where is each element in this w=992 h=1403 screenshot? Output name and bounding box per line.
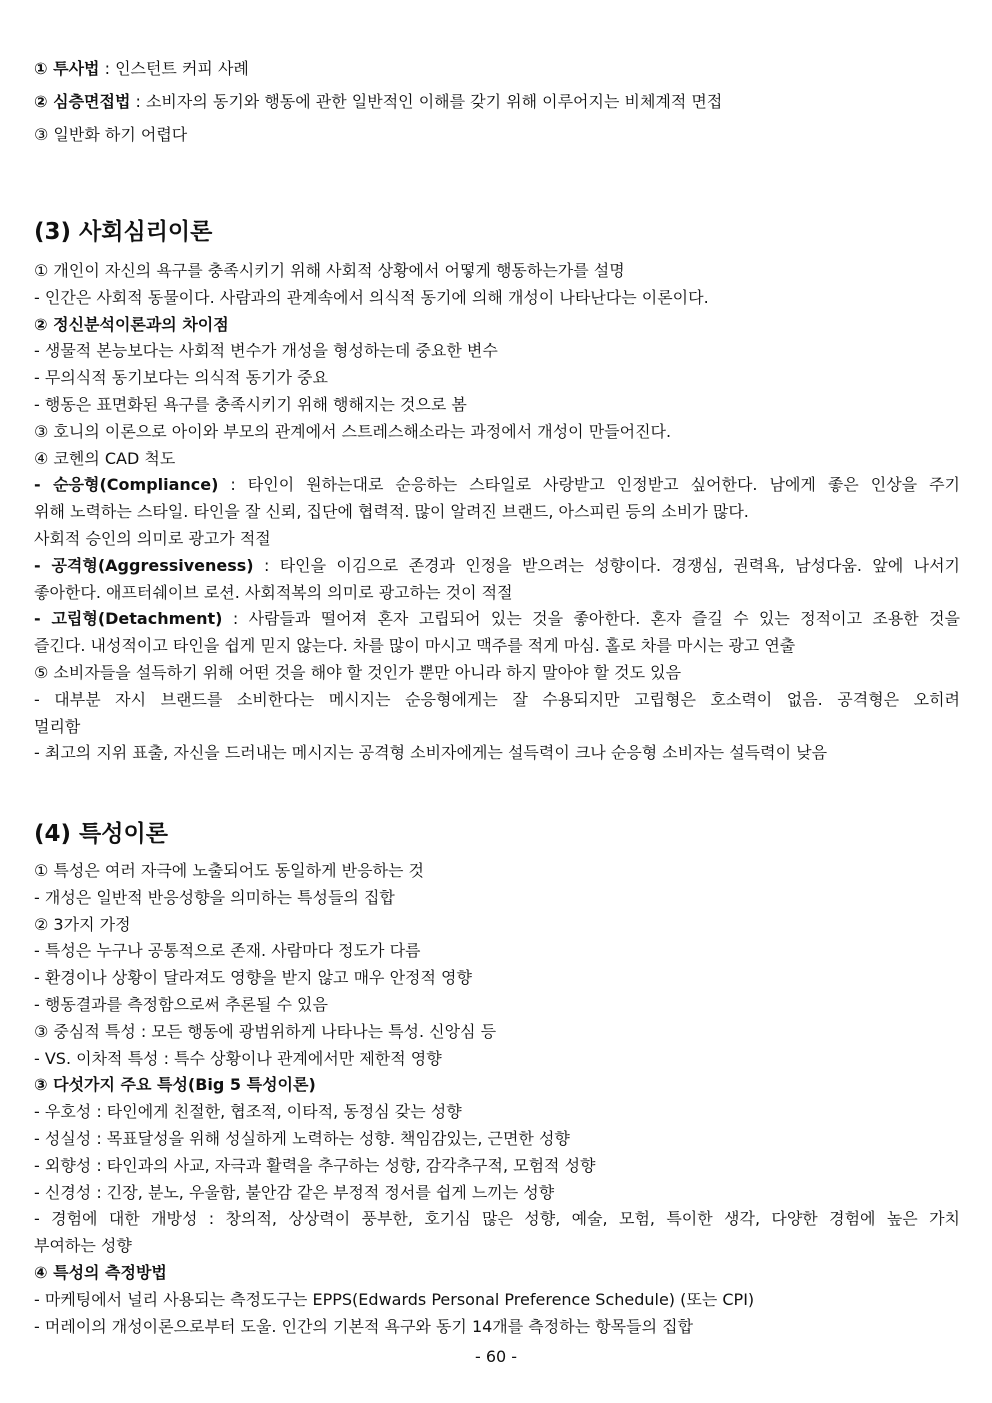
- paragraph-line: ④ 코헨의 CAD 척도: [34, 448, 176, 468]
- paragraph-line: [34, 312, 960, 339]
- paragraph-line: 부여하는 성향: [34, 1236, 132, 1256]
- paragraph-line: - 무의식적 동기보다는 의식적 동기가 중요: [34, 368, 328, 388]
- item-text: : 인스턴트 커피 사례: [99, 59, 249, 78]
- paragraph-line: - 행동결과를 측정함으로써 추론될 수 있음: [34, 994, 328, 1014]
- term-aggressiveness: - 공격형(Aggressiveness): [34, 555, 254, 575]
- paragraph-line: 멀리함: [34, 716, 81, 736]
- paragraph-line: - 머레이의 개성이론으로부터 도울. 인간의 기본적 욕구와 동기 14개를 측정하는 항목들의 집합: [34, 1316, 694, 1336]
- paragraph-line: ① 개인이 자신의 욕구를 충족시키기 위해 사회적 상황에서 어떻게 행동하는가를 설명: [34, 261, 625, 280]
- section-trait-theory: [34, 818, 960, 1340]
- subheading: ③ 다섯가지 주요 특성(Big 5 특성이론): [34, 1075, 316, 1095]
- section-heading: (4) 특성이론: [34, 821, 168, 847]
- paragraph-line: 좋아한다. 애프터쉐이브 로션. 사회적복의 의미로 광고하는 것이 적절: [34, 582, 513, 602]
- term-text: : 사람들과 떨어져 혼자 고립되어 있는 것을 좋아한다. 혼자 즐길 수 있는 정적이고 조용한 것을: [222, 609, 960, 629]
- term-text: : 타인이 원하는대로 순응하는 스타일로 사랑받고 인정받고 싶어한다. 남에게 좋은 인상을 주기: [218, 475, 960, 495]
- paragraph-line: ③ 중심적 특성 : 모든 행동에 광범위하게 나타나는 특성. 신앙심 등: [34, 1021, 497, 1041]
- paragraph-line: ① 특성은 여러 자극에 노출되어도 동일하게 반응하는 것: [34, 861, 424, 880]
- paragraph-line: [34, 1072, 960, 1099]
- paragraph-line: - 환경이나 상황이 달라져도 영향을 받지 않고 매우 안정적 영향: [34, 968, 472, 988]
- paragraph-line: - 성실성 : 목표달성을 위해 성실하게 노력하는 성향. 책임감있는, 근면한 성향: [34, 1128, 570, 1148]
- subheading: ② 정신분석이론과의 차이점: [34, 314, 229, 334]
- paragraph-line: ③ 호니의 이론으로 아이와 부모의 관계에서 스트레스해소라는 과정에서 개성이 만들어진다.: [34, 421, 672, 441]
- list-item: [34, 52, 960, 85]
- paragraph-line: - 특성은 누구나 공통적으로 존재. 사람마다 정도가 다름: [34, 941, 421, 961]
- paragraph-line: 즐긴다. 내성적이고 타인을 쉽게 믿지 않는다. 차를 많이 마시고 맥주를 적게 마심. 홀로 차를 마시는 광고 연출: [34, 636, 796, 656]
- section-social-psychology: [34, 216, 960, 767]
- paragraph-line: - 신경성 : 긴장, 분노, 우울함, 불안감 같은 부정적 정서를 쉽게 느끼는 성향: [34, 1182, 555, 1202]
- paragraph-line: - VS. 이차적 특성 : 특수 상황이나 관계에서만 제한적 영향: [34, 1048, 442, 1068]
- paragraph-line: [34, 606, 960, 633]
- paragraph-line: - 우호성 : 타인에게 친절한, 협조적, 이타적, 동정심 갖는 성향: [34, 1102, 462, 1122]
- term-detachment: - 고립형(Detachment): [34, 609, 223, 629]
- paragraph-line: 사회적 승인의 의미로 광고가 적절: [34, 528, 271, 548]
- item-label: ② 심층면접법: [34, 92, 131, 111]
- term-text: : 타인을 이김으로 존경과 인정을 받으려는 성향이다. 경쟁심, 권력욕, 남성다움. 앞에 나서기: [253, 555, 960, 575]
- list-item: [34, 85, 960, 118]
- paragraph-line: [34, 1260, 960, 1287]
- paragraph-line: 위해 노력하는 스타일. 타인을 잘 신뢰, 집단에 협력적. 많이 알려진 브랜드, 아스피린 등의 소비가 많다.: [34, 502, 749, 522]
- term-compliance: - 순응형(Compliance): [34, 475, 219, 495]
- list-item: ③ 일반화 하기 어렵다: [34, 125, 188, 144]
- paragraph-line: - 최고의 지위 표출, 자신을 드러내는 메시지는 공격형 소비자에게는 설득력이 크나 순응형 소비자는 설득력이 낮음: [34, 743, 828, 763]
- top-list: [34, 52, 960, 151]
- section-heading: (3) 사회심리이론: [34, 219, 213, 245]
- paragraph-line: - 개성은 일반적 반응성향을 의미하는 특성들의 집합: [34, 887, 395, 907]
- paragraph-line: ② 3가지 가정: [34, 914, 131, 934]
- paragraph-line: - 행동은 표면화된 욕구를 충족시키기 위해 행해지는 것으로 봄: [34, 394, 467, 414]
- page-number: - 60 -: [474, 1347, 518, 1366]
- paragraph-line: - 경험에 대한 개방성 : 창의적, 상상력이 풍부한, 호기심 많은 성향, 예술, 모험, 특이한 생각, 다양한 경험에 높은 가치: [34, 1209, 960, 1229]
- paragraph-line: - 외향성 : 타인과의 사교, 자극과 활력을 추구하는 성향, 감각추구적, 모험적 성향: [34, 1155, 596, 1175]
- paragraph-line: - 생물적 본능보다는 사회적 변수가 개성을 형성하는데 중요한 변수: [34, 341, 498, 361]
- paragraph-line: [34, 553, 960, 580]
- item-text: : 소비자의 동기와 행동에 관한 일반적인 이해를 갖기 위해 이루어지는 비체계적 면접: [130, 92, 723, 111]
- paragraph-line: - 인간은 사회적 동물이다. 사람과의 관계속에서 의식적 동기에 의해 개성이 나타난다는 이론이다.: [34, 287, 709, 307]
- subheading: ④ 특성의 측정방법: [34, 1262, 167, 1282]
- paragraph-line: - 마케팅에서 널리 사용되는 측정도구는 EPPS(Edwards Personal Preference Schedule) (또는 CPI): [34, 1289, 755, 1309]
- paragraph-line: [34, 472, 960, 499]
- paragraph-line: ⑤ 소비자들을 설득하기 위해 어떤 것을 해야 할 것인가 뿐만 아니라 하지 말아야 할 것도 있음: [34, 662, 682, 682]
- paragraph-line: - 대부분 자시 브랜드를 소비한다는 메시지는 순응형에게는 잘 수용되지만 고립형은 호소력이 없음. 공격형은 오히려: [34, 689, 960, 709]
- item-label: ① 투사법: [34, 59, 100, 78]
